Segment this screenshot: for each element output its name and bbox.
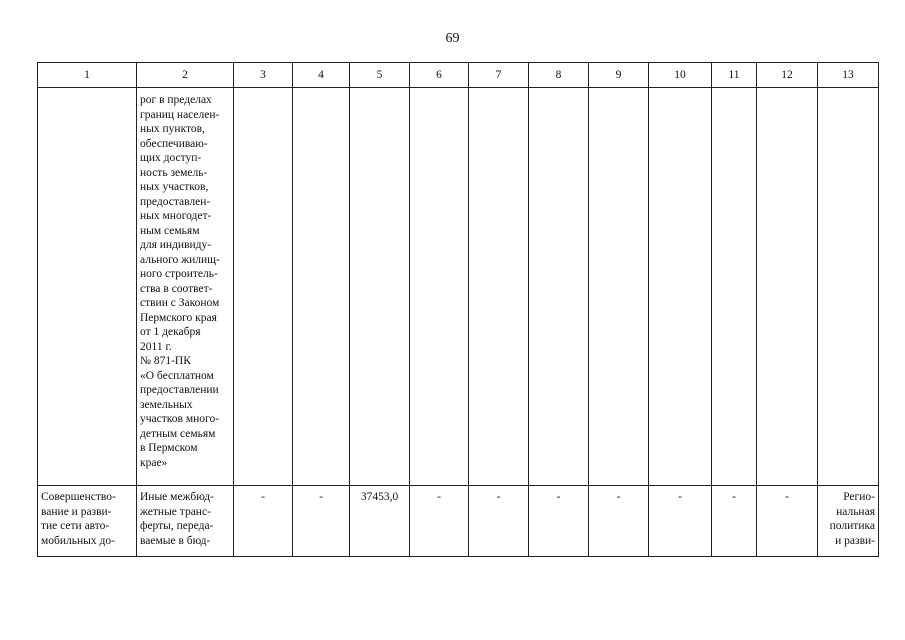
budget-table	[37, 62, 879, 557]
table-cell	[38, 88, 137, 486]
table-cell	[757, 88, 818, 486]
table-cell: рог в пределах границ населен- ных пунктов, обеспечиваю- щих доступ- ность земель- ных участков, предоставлен- ных многодет- ным семьям для индивиду- ального жилищ- ного строитель- ства в соответ- ствии с Законом Пермского края от 1 декабря 2011 г. № 871-ПК «О бесплатном предоставлении земельных участков много- детным семьям в Пермском крае»	[137, 88, 234, 486]
table-cell	[589, 88, 649, 486]
table-cell: Совершенство- вание и разви- тие сети авто- мобильных до-	[38, 486, 137, 557]
column-header: 10	[649, 63, 712, 88]
table-cell: -	[234, 486, 293, 557]
column-header: 6	[410, 63, 469, 88]
table-row	[38, 486, 879, 557]
table-cell: -	[529, 486, 589, 557]
column-header: 5	[350, 63, 410, 88]
page-number: 69	[445, 31, 460, 46]
column-header: 7	[469, 63, 529, 88]
table-cell: -	[649, 486, 712, 557]
column-header: 12	[757, 63, 818, 88]
table-cell: -	[712, 486, 757, 557]
table-cell: -	[293, 486, 350, 557]
table-cell: -	[757, 486, 818, 557]
column-header: 8	[529, 63, 589, 88]
table-cell: Иные межбюд- жетные транс- ферты, переда- ваемые в бюд-	[137, 486, 234, 557]
table-cell	[234, 88, 293, 486]
table-cell: -	[410, 486, 469, 557]
table-cell	[293, 88, 350, 486]
table-cell: -	[469, 486, 529, 557]
column-header: 13	[818, 63, 879, 88]
column-header: 4	[293, 63, 350, 88]
table-cell	[712, 88, 757, 486]
column-header: 11	[712, 63, 757, 88]
table-cell	[649, 88, 712, 486]
column-header: 2	[137, 63, 234, 88]
column-header: 1	[38, 63, 137, 88]
table-cell	[529, 88, 589, 486]
column-header: 3	[234, 63, 293, 88]
table-header-row	[38, 63, 879, 88]
table-row	[38, 88, 879, 486]
table-cell: -	[589, 486, 649, 557]
table-cell	[818, 88, 879, 486]
table-cell: 37453,0	[350, 486, 410, 557]
table-cell	[350, 88, 410, 486]
table-cell	[469, 88, 529, 486]
column-header: 9	[589, 63, 649, 88]
table-cell: Регио- нальная политика и разви-	[818, 486, 879, 557]
table-cell	[410, 88, 469, 486]
